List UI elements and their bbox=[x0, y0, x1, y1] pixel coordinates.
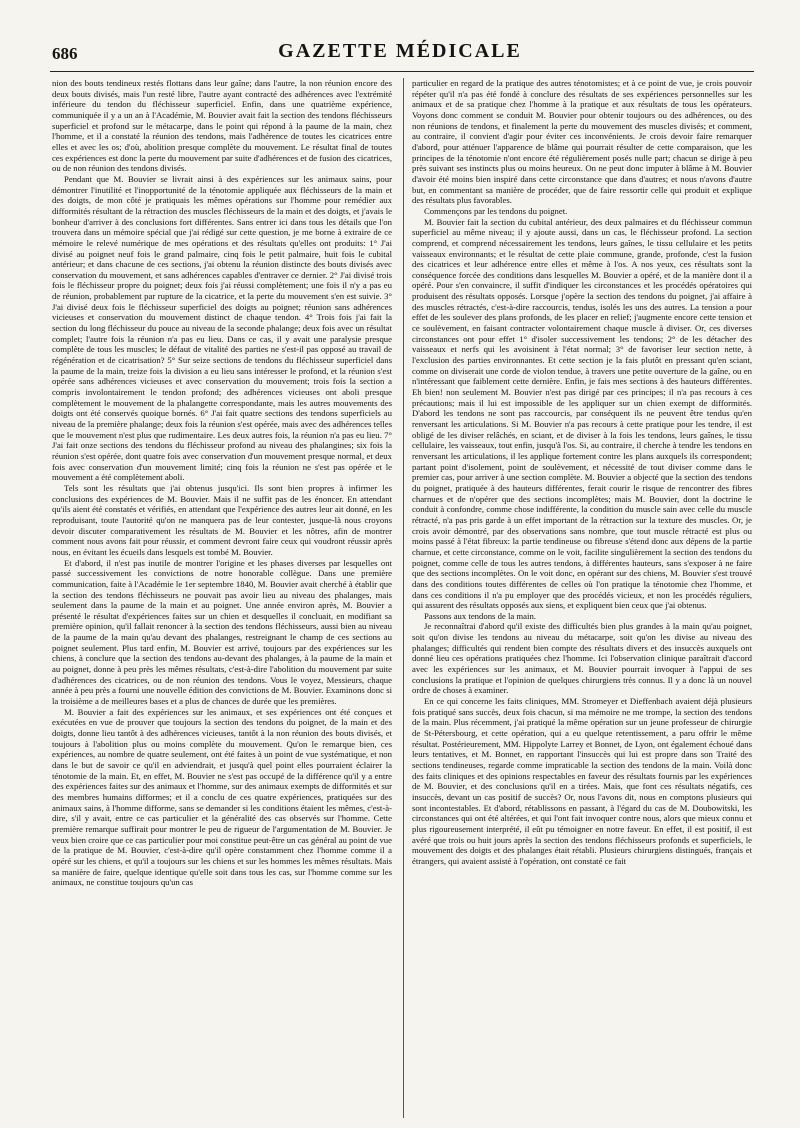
paragraph: particulier en regard de la pratique des autres ténotomistes; et à ce point de vue, je crois pouvoir répéter qu'il n'a pas été fondé à conclure des résultats de ses expériences personnelles sur les animaux et de sa pratique chez l'homme à la pratique et aux résultats de tous les opérateurs. Voyons donc comment se conduit M. Bouvier pour obtenir toujours ou des adhérences, ou des non réunions de tendons, et finalement la perte du mouvement des muscles divisés; et comment, au contraire, il convient d'agir pour éviter ces inconvénients. Je crois devoir faire remarquer d'abord, pour atténuer l'apparence de blâme qui pourrait résulter de cette comparaison, que les principes de la ténotomie n'ont encore été régulièrement posés nulle part; chacun se dirige à peu près suivant ses instincts plus ou moins heureux. On ne peut donc imputer à blâme à M. Bouvier d'avoir été moins bien inspiré dans cette circonstance que dans d'autres; et nous n'avons d'autre but, en commentant sa manière de procéder, que de faire ressortir celle qui produit et explique des résultats plus favorables. bbox=[412, 78, 752, 206]
paragraph: Passons aux tendons de la main. bbox=[424, 610, 536, 621]
paragraph: M. Bouvier fait la section du cubital antérieur, des deux palmaires et du fléchisseur commun superficiel au même niveau; il y ajoute aussi, dans un cas, le fléchisseur profond. La section comprend, et comprend nécessairement les tendons, leurs gaînes, le tissu cellulaire et les petits vaisseaux environnants; et le résultat de cette plaie commune, grande, profonde, c'est la fusion des cicatrices et leur adhérence entre elles et même à l'os. A nos yeux, ces résultats sont la conséquence forcée des conditions dans lesquelles M. Bouvier a opéré, et de la manière dont il a opéré. Pour s'en convaincre, il suffit d'indiquer les circonstances et les procédés opératoires qui produisent des résultats opposés. Lorsque j'opère la section des tendons du poignet, j'ai affaire à des muscles rétractés, c'est-à-dire raccourcis, tendus, isolés les uns des autres. La tension a pour effet de les soulever des plans profonds, de les placer en relief; j'augmente encore cette tension et ce soulèvement, en faisant contracter volontairement chaque muscle à diviser. Or, ces diverses circonstances ont pour effet 1° d'isoler successivement les tendons; 2° de les détacher des vaisseaux et nerfs qui les avoisinent à l'état normal; 3° de favoriser leur section nette, à l'exclusion des parties environnantes. Et cette section je la fais plutôt en pressant qu'en sciant, comme on diviserait une corde de violon tendue, à travers une petite ouverture de la gaîne, ou en n'intéressant que faiblement cette dernière. Enfin, je fais mes sections à des hauteurs différentes. Eh bien! non seulement M. Bouvier n'est pas dirigé par ces principes; il n'a pas recours à ces précautions; mais il lui est impossible de les appliquer sur un chien exempt de difformités. D'abord les tendons ne sont pas raccourcis, par conséquent ils ne peuvent être tendus qu'en renversant les articulations. Si M. Bouvier n'a pas recours à cette pratique pour les tendre, il est obligé de les diviser relâchés, en sciant, et de diviser à la fois les tendons, leurs gaînes, le tissu cellulaire, les vaisseaux, tout enfin, jusqu'à l'os. Si, au contraire, il cherche à tendre les tendons en renversant les articulations, il les applique fortement contre les plans auxquels ils correspondent; partant point d'isolement, point de soulèvement, et nécessité de tout diviser comme dans le premier cas, pour arriver à une section complète. M. Bouvier a objecté que la section des tendons du poignet, pratiquée à des hauteurs différentes, ferait courir le risque de rencontrer des fibres charnues et de n'opérer que des sections incomplètes; mais M. Bouvier, dont la doctrine le conduit à confondre, comme chose indifférente, la condition du muscle sain avec celle du muscle rétracté, n'a pas pris garde à un effet important de la rétraction sur la texture des muscles. Or, je crois avoir démontré, par des observations sans nombre, que tout muscle rétracté est plus ou moins passé à l'état fibreux: la partie tendineuse ou fibreuse s'étend donc aux dépens de la partie charnue, et cette circonstance, comme on le voit, facilite singulièrement la section des tendons du poignet, comme celle de tous les autres tendons, à différentes hauteurs, sans s'exposer à ne faire que des sections incomplètes. On le voit donc, en opérant sur des chiens, M. Bouvier s'est trouvé dans des conditions toutes différentes de celles où l'on pratique la ténotomie chez l'homme, et dans ces conditions il n'a pu employer que des procédés vicieux, et non les procédés réguliers, qui assurent des résultats opposés aux siens, et expliquent bien ceux que j'ai obtenus. bbox=[412, 216, 752, 611]
column-divider bbox=[403, 78, 404, 1118]
right-column bbox=[412, 78, 752, 867]
paragraph: Tels sont les résultats que j'ai obtenus jusqu'ici. Ils sont bien propres à infirmer les conclusions des expériences de M. Bouvier. Mais il ne suffit pas de les énoncer. En attendant qu'ils aient été constatés et vérifiés, en attendant que l'expérience des autres leur ait donné, en les reproduisant, toute l'autorité qu'on ne manquera pas de leur contester, jusque-là nous croyons devoir discuter comparativement les résultats de M. Bouvier et les nôtres, afin de montrer comment nous avons fait pour réussir, et comment devront faire ceux qui voudront réussir après nous, en évitant les écueils dans lesquels est tombé M. Bouvier. bbox=[52, 482, 392, 557]
paragraph: Commençons par les tendons du poignet. bbox=[424, 205, 568, 216]
paragraph: nion des bouts tendineux restés flottans dans leur gaîne; dans l'autre, la non réunion encore des deux bouts divisés, mais l'un resté libre, l'autre ayant contracté des adhérences avec l'extrémité inférieure du tendon du fléchisseur superficiel. Enfin, dans une quatrième expérience, communiquée il y a un an à l'Académie, M. Bouvier avait fait la section des tendons fléchisseurs superficiel et profond sur le métacarpe, dans le point qui répond à la paume de la main, chez l'homme, et il a constaté la réunion des tendons, mais l'adhérence de toutes les cicatrices entre elles et avec les os; d'où, abolition presque complète du mouvement. Le résultat final de toutes ces expériences est donc la perte du mouvement par suite d'adhérences et de fusion des cicatrices, ou de non réunion des tendons divisés. bbox=[52, 78, 392, 174]
page-number: 686 bbox=[52, 44, 78, 63]
paragraph: En ce qui concerne les faits cliniques, MM. Stromeyer et Dieffenbach avaient déjà plusieurs fois pratiqué sans succès, deux fois chacun, si ma mémoire ne me trompe, la section des tendons de la main. Plus récemment, j'ai pratiqué la même opération sur un jeune professeur de chirurgie de St-Pétersbourg, et cette opération, qui a eu quelque retentissement, a paru offrir le même résultat. Postérieurement, MM. Hippolyte Larrey et Bonnet, de Lyon, ont également échoué dans leurs tentatives, et M. Bonnet, en rapportant l'insuccès qui lui est propre dans son Traité des sections tendineuses, regarde comme impraticable la section des tendons de la main. Voilà donc des faits cliniques et des opinions respectables en faveur des résultats fournis par les expériences de M. Bouvier, et des conclusions qu'il en a tirées. Mais, que font ces résultats négatifs, ces insuccès, devant un cas positif de succès? Or, nous l'avons dit, nous en comptons plusieurs qui sont incontestables. Et d'abord, rétablissons en passant, à l'égard du cas de M. Doubowitski, les circonstances qui ont été altérées, et qui l'ont fait invoquer contre nous, alors que mieux connu et plus rigoureusement interprété, il eût pu témoigner en notre faveur. En effet, il est positif, il est avéré que trois ou huit jours après la section des tendons fléchisseurs profonds et superficiels, le mouvement des doigts et des phalanges était rétabli. Plusieurs chirurgiens distingués, français et étrangers, qui avaient assisté à l'opération, ont constaté ce fait bbox=[412, 696, 752, 866]
journal-title: GAZETTE MÉDICALE bbox=[278, 40, 522, 62]
paragraph: Pendant que M. Bouvier se livrait ainsi à des expériences sur les animaux sains, pour démontrer l'inutilité et l'inopportunité de la ténotomie appliquée aux fléchisseurs de la main et des doigts, de mon côté je pratiquais les mêmes opérations sur l'homme pour remédier aux difformités résultant de la rétraction des muscles fléchisseurs de la main et des doigts, et j'avais le bonheur d'arriver à des conclusions fort différentes. Sans entrer ici dans tous les détails que l'on trouvera dans un mémoire spécial que j'ai rédigé sur cette question, je me borne à extraire de ce mémoire le relevé numérique de mes opérations et des résultats qu'elles ont produits: 1° J'ai divisé au poignet neuf fois le grand palmaire, cinq fois le petit palmaire, huit fois le cubital antérieur; et dans chacune de ces sections, j'ai obtenu la réunion distincte des bouts divisés avec conservation du mouvement, et sans adhérences capables d'entraver ce dernier. 2° J'ai divisé trois fois le fléchisseur propre du poignet; deux fois j'ai réussi complètement; une fois il n'y a pas eu de réunion, probablement par rupture de la cicatrice, et la perte du mouvement s'en est suivie. 3° J'ai divisé deux fois le fléchisseur superficiel des doigts au poignet; réunion sans adhérences vicieuses et conservation du mouvement distinct de chaque tendon. 4° Trois fois j'ai fait la section du long fléchisseur du pouce au niveau de la seconde phalange; deux fois avec un résultat complet; l'autre fois la réunion n'a pas eu lieu. Dans ce cas, il y avait une paralysie presque complète de tous les muscles; le défaut de vitalité des parties ne s'est-il pas opposé au travail de régénération et de cicatrisation? 5° Sur seize sections de tendons du fléchisseur superficiel dans la paume de la main, treize fois la division a eu lieu sans intéresser le profond, et la réunion s'est opérée sans adhérences vicieuses et avec conservation du mouvement; trois fois la section a compris involontairement le tendon profond; des adhérences vicieuses ont aboli presque complètement le mouvement de la phalangette correspondante, mais les autres mouvements des doigts ont été conservés quoique bornés. 6° J'ai fait quatre sections des tendons superficiels au niveau de la première phalange; deux fois la réunion s'est opérée, mais avec des adhérences telles que le mouvement n'est plus que rudimentaire. Les deux autres fois, la réunion n'a pas eu lieu. 7° J'ai fait onze sections des tendons du fléchisseur profond au niveau des phalangines; six fois la réunion s'est opérée, dont quatre fois avec conservation d'un mouvement presque normal, et deux fois avec conservation d'un mouvement limité; cinq fois la réunion ne s'est pas opérée et le mouvement a été complètement aboli. bbox=[52, 173, 392, 483]
paragraph: Je reconnaîtrai d'abord qu'il existe des difficultés bien plus grandes à la main qu'au poignet, soit qu'on divise les tendons au niveau du métacarpe, soit qu'on les divise au niveau des phalanges; difficultés qui rendent bien compte des résultats divers et des insuccès auxquels ont donné lieu ces opérations pratiquées chez l'homme. Ici l'observation clinique paraîtrait d'accord avec les expériences sur les animaux, et M. Bouvier pourrait invoquer à l'appui de ses conclusions la pratique et l'opinion de quelques chirurgiens très connus. Il y a donc là un nouvel ordre de choses à examiner. bbox=[412, 621, 752, 696]
paragraph: Et d'abord, il n'est pas inutile de montrer l'origine et les phases diverses par lesquelles ont passé successivement les convictions de notre honorable collègue. Dans une première communication, faite à l'Académie le 1er septembre 1840, M. Bouvier avait cherché à établir que la section des tendons fléchisseurs ne pouvait pas avoir lieu au niveau des phalanges, mais seulement dans la paume de la main et au poignet. Une année environ après, M. Bouvier a présenté le résultat d'expériences faites sur un chien et desquelles il concluait, en modifiant sa première opinion, qu'il fallait renoncer à la section des tendons fléchisseurs, aussi bien au niveau de la paume de la main qu'au devant des phalanges, restreignant le champ de ces sections au poignet seulement. Plus tard enfin, M. Bouvier est arrivé, toujours par des expériences sur les chiens, à conclure que la section des tendons au-devant des phalanges, à la paume de la main et au poignet, donne à peu près les mêmes résultats, c'est-à-dire l'abolition du mouvement par suite d'adhérences des cicatrices, ou de non réunion des tendons. Vous le voyez, Messieurs, chaque année à peu près a fourni une nouvelle édition des convictions de M. Bouvier. Examinons donc si la troisième a de meilleures bases et a plus de chances de durée que les premières. bbox=[52, 557, 392, 707]
paragraph: M. Bouvier a fait des expériences sur les animaux, et ses expériences ont été conçues et exécutées en vue de prouver que toujours la section des tendons du poignet, de la main et des doigts, donne lieu tantôt à des adhérences vicieuses, tantôt à la non réunion des bouts divisés, et toujours à l'abolition plus ou moins complète du mouvement. Qu'on le remarque bien, ces expériences, au nombre de quatre seulement, ont été faites à un point de vue systématique, et non dans le but de savoir ce qu'il en adviendrait, et jusqu'à quel point elles pourraient éclairer la ténotomie de la main. Et, en effet, M. Bouvier ne s'est pas occupé de la différence qu'il y a entre des expériences faites sur des animaux et l'homme, sur des animaux exempts de difformités et sur des membres humains difformes; et il a conclu de ces quatre expériences, pratiquées sur des animaux sains, à l'homme difforme, sans se demander si les conditions étaient les mêmes, c'est-à-dire, s'il y avait, entre ce cas particulier et la généralité des cas observés sur l'homme. Cette première remarque suffirait pour montrer le peu de rigueur de l'argumentation de M. Bouvier. Je veux bien croire que ce cas particulier pour moi constitue peut-être un cas général au point de vue de la pratique de M. Bouvier, c'est-à-dire qu'il opère constamment chez l'homme comme il a opéré sur les chiens, et qu'il a toujours sur les chiens et sur les hommes les mêmes résultats. Mais sa manière de faire, quelque identique qu'elle soit dans tous les cas, sur l'homme comme sur les animaux, ne constitue toujours qu'un cas bbox=[52, 706, 392, 888]
left-column bbox=[52, 78, 392, 888]
header-rule bbox=[50, 71, 754, 72]
